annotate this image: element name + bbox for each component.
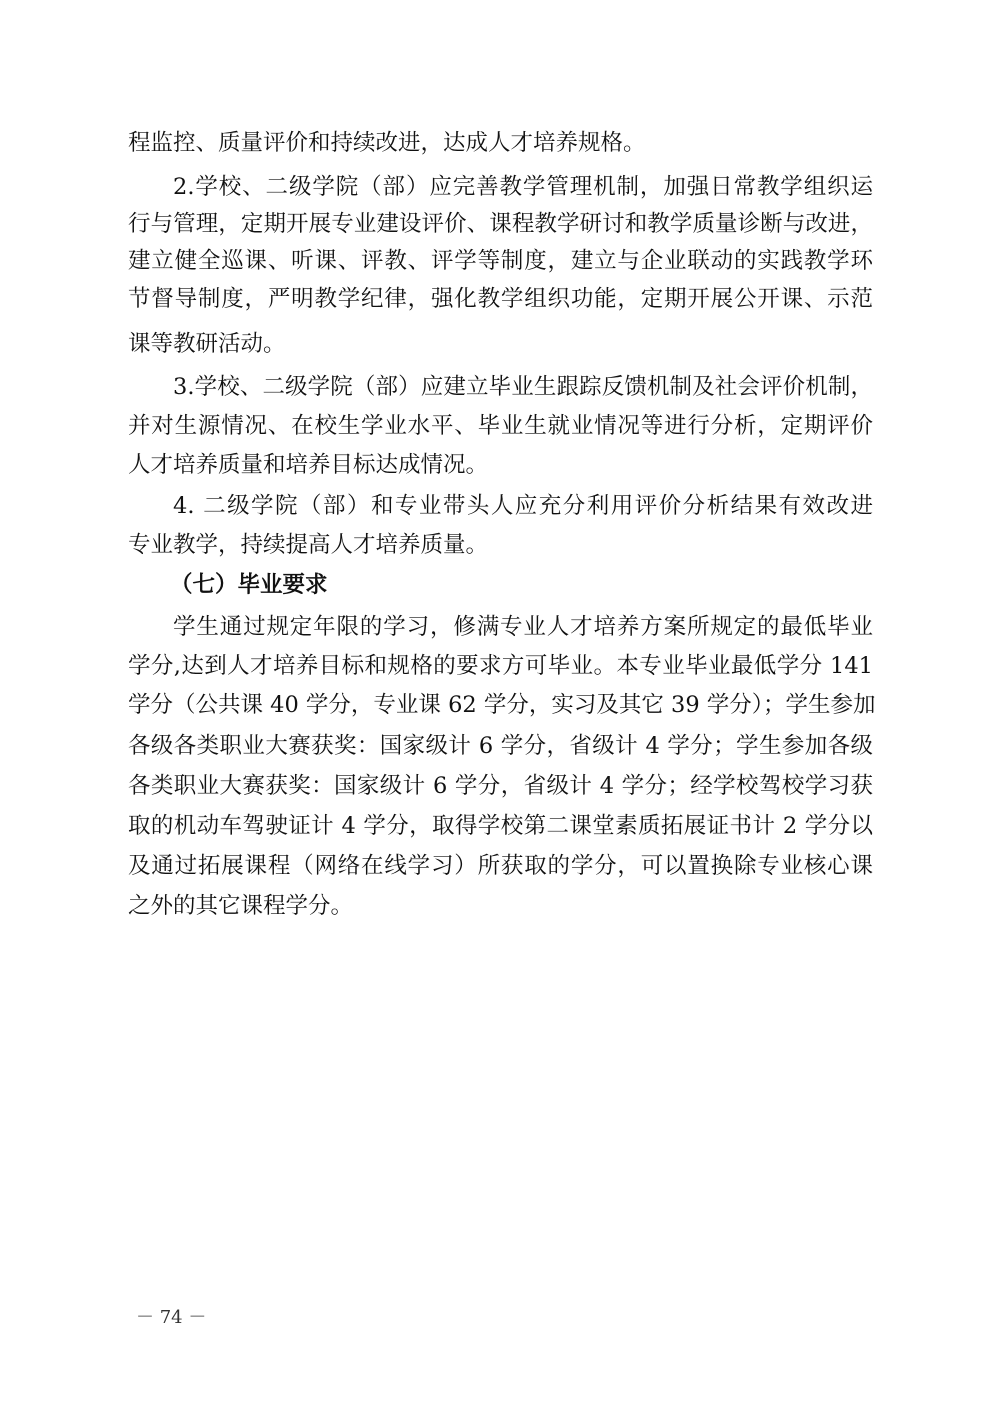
paragraph-line: 3.学校、二级学院（部）应建立毕业生跟踪反馈机制及社会评价机制，	[173, 374, 873, 400]
paragraph-line: 行与管理，定期开展专业建设评价、课程教学研讨和教学质量诊断与改进，	[128, 211, 873, 237]
paragraph-line: 之外的其它课程学分。	[128, 893, 354, 919]
paragraph-line: 及通过拓展课程（网络在线学习）所获取的学分，可以置换除专业核心课	[128, 853, 873, 879]
paragraph-line: 取的机动车驾驶证计 4 学分，取得学校第二课堂素质拓展证书计 2 学分以	[128, 813, 873, 839]
section-heading: （七）毕业要求	[170, 572, 328, 598]
paragraph-line: 各级各类职业大赛获奖：国家级计 6 学分，省级计 4 学分；学生参加各级	[128, 733, 873, 759]
paragraph-line: 学分（公共课 40 学分，专业课 62 学分，实习及其它 39 学分）；学生参加	[128, 692, 876, 718]
paragraph-line: 并对生源情况、在校生学业水平、毕业生就业情况等进行分析，定期评价	[128, 413, 873, 439]
paragraph-line: 程监控、质量评价和持续改进，达成人才培养规格。	[128, 130, 646, 156]
paragraph-line: 建立健全巡课、听课、评教、评学等制度，建立与企业联动的实践教学环	[128, 248, 873, 274]
paragraph-line: 4. 二级学院（部）和专业带头人应充分利用评价分析结果有效改进	[173, 493, 873, 519]
page-number: － 74 －	[136, 1307, 207, 1328]
paragraph-line: 学生通过规定年限的学习，修满专业人才培养方案所规定的最低毕业	[173, 614, 873, 640]
paragraph-line: 节督导制度，严明教学纪律，强化教学组织功能，定期开展公开课、示范	[128, 286, 873, 312]
paragraph-line: 课等教研活动。	[128, 331, 286, 357]
paragraph-line: 学分,达到人才培养目标和规格的要求方可毕业。本专业毕业最低学分 141	[128, 653, 873, 679]
paragraph-line: 2.学校、二级学院（部）应完善教学管理机制，加强日常教学组织运	[173, 174, 873, 200]
paragraph-line: 专业教学，持续提高人才培养质量。	[128, 532, 489, 558]
paragraph-line: 各类职业大赛获奖：国家级计 6 学分，省级计 4 学分；经学校驾校学习获	[128, 773, 873, 799]
paragraph-line: 人才培养质量和培养目标达成情况。	[128, 452, 489, 478]
